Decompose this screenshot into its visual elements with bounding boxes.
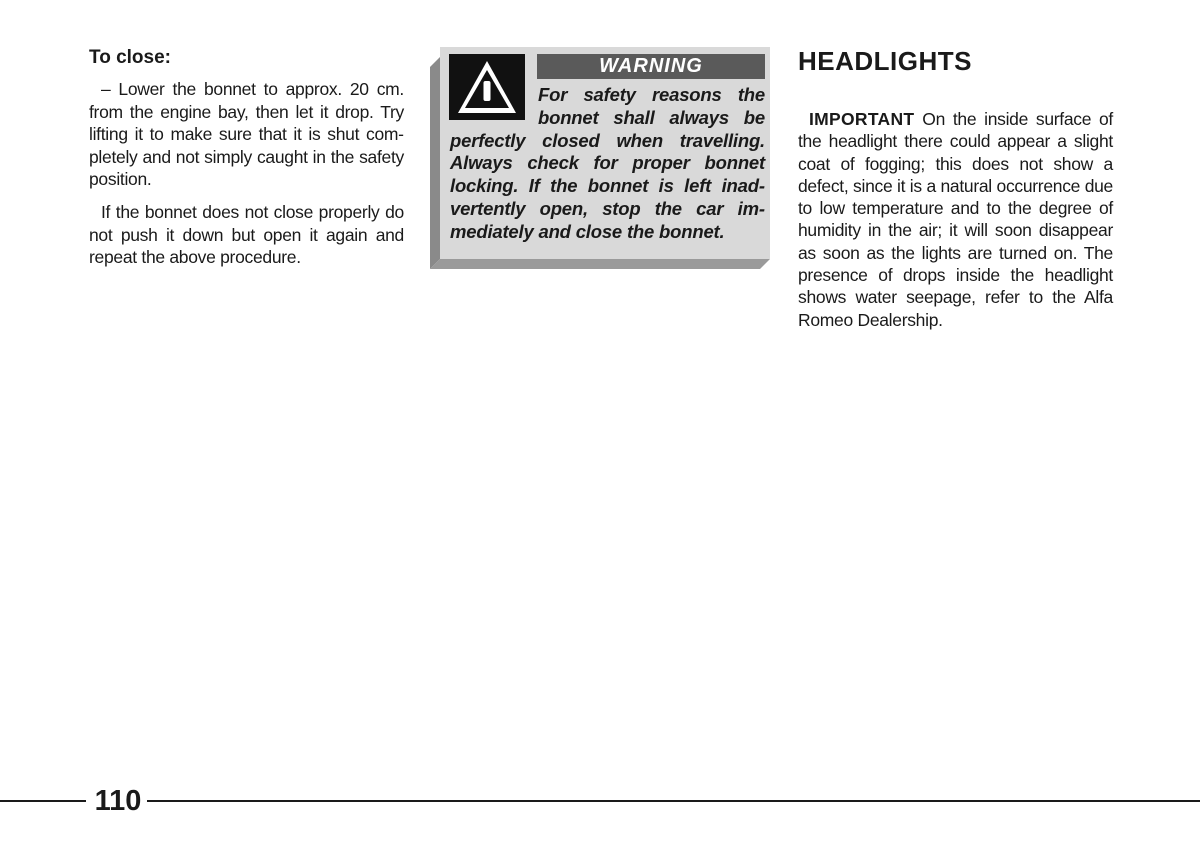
warning-box-face [440, 47, 770, 259]
instruction-paragraph: If the bonnet does not close properly do not push it down but open it again and repeat the above procedure. [89, 201, 404, 268]
headlights-heading: HEADLIGHTS [798, 46, 972, 76]
warning-title: WARNING [537, 54, 765, 79]
warning-box-bevel-bottom [430, 259, 770, 269]
left-column [89, 46, 404, 279]
warning-box-bevel-left [430, 57, 440, 269]
important-paragraph [798, 108, 1113, 331]
important-label: IMPORTANT [809, 109, 915, 129]
footer-rule-left [0, 800, 86, 802]
icon-text-spacer [450, 84, 538, 126]
warning-text: For safety reasons the bonnet shall always be perfectly closed when travelling. Always check for proper bonnet locking. If the bonnet is left inadvertently open, stop the car immediately and close the bonnet. [450, 84, 765, 242]
warning-text-block [450, 84, 765, 244]
footer-rule-right [147, 800, 1200, 802]
warning-box [430, 47, 770, 269]
to-close-subheading: To close: [89, 47, 171, 68]
instruction-paragraph: – Lower the bonnet to approx. 20 cm. from the engine bay, then let it drop. Try lifting it to make sure that it is shut completely and not simply caught in the safety position. [89, 79, 404, 190]
important-text: On the inside surface of the headlight there could appear a slight coat of fogging; this does not show a defect, since it is a natural occurrence due to low temperature and to the degree of humidity in the air; it will soon disappear as soon as the lights are turned on. The presence of drops inside the headlight shows water seepage, refer to the Alfa Romeo Dealership. [798, 109, 1113, 330]
page-number: 110 [94, 785, 142, 817]
right-column [798, 44, 1113, 331]
